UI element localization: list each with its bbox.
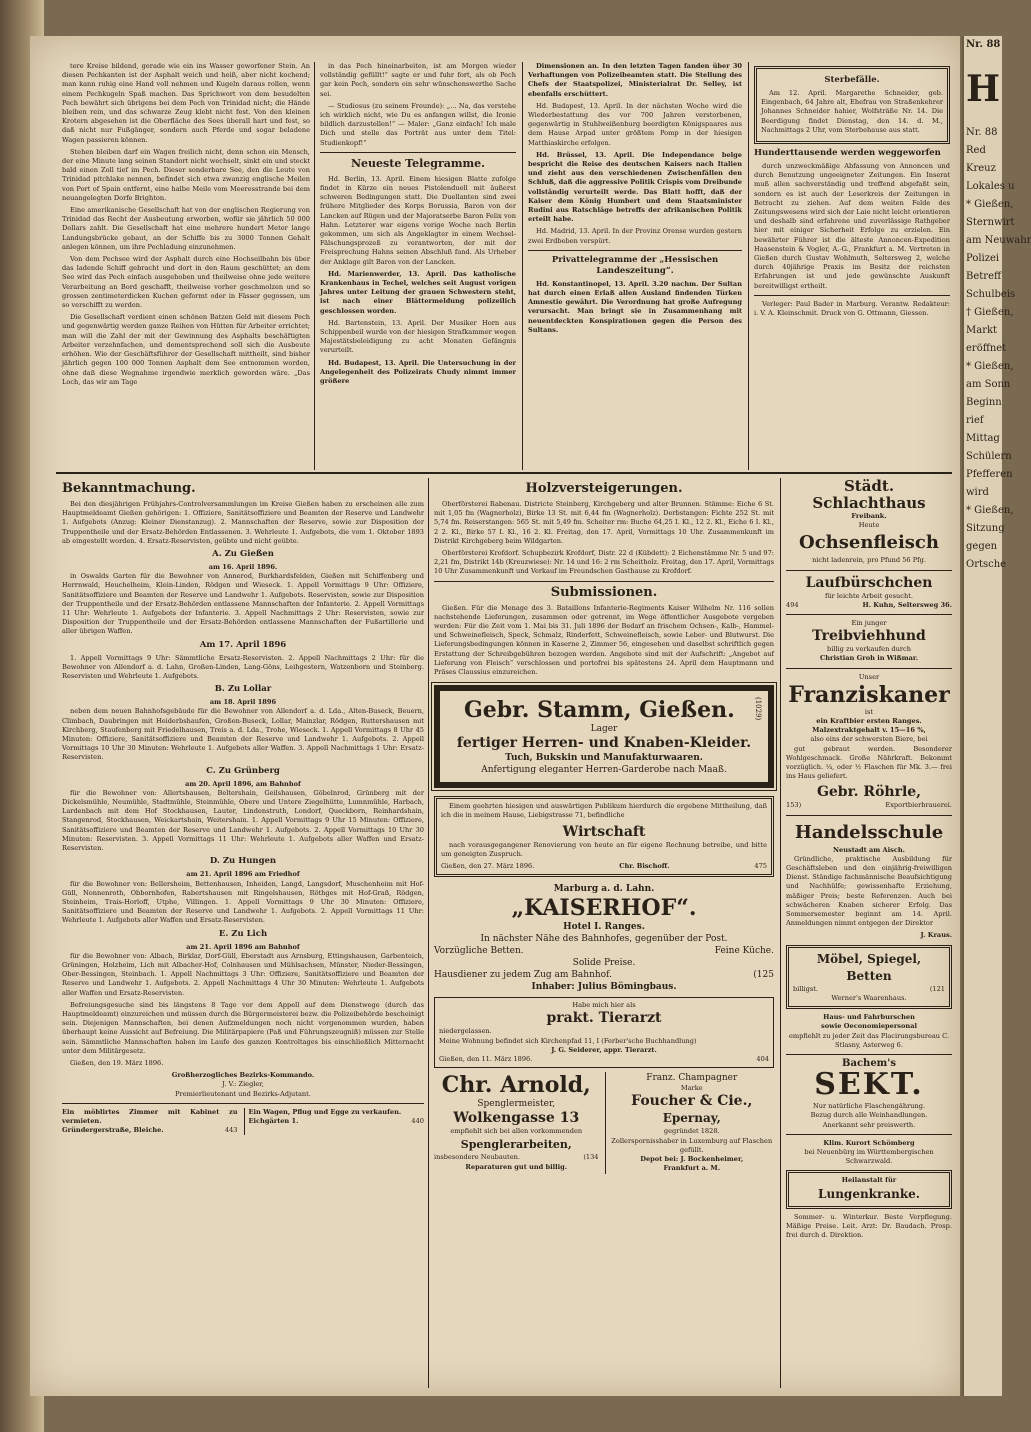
fran-line: Malzextraktgehalt v. 15—16 %, [812,726,926,735]
arnold-number: (134 [583,1153,599,1162]
kurort-line: bei Neuenbürg im Württembergischen Schwarzwald. [804,1147,934,1166]
heil-text: Sommer- u. Winterkur. Beste Verpflegung. Mäßige Preise. Leit. Arzt: Dr. Baudach. Prosp. frei durch d. Direktion. [786,1212,952,1239]
notices-column [754,62,950,321]
telegram-column-2 [528,62,742,338]
column-divider [748,62,749,470]
bischoff-name: Chr. Bischoff. [619,862,670,871]
adjacent-page-line: rief [966,415,984,426]
small-ad-address: Eichgärten 1. [248,1116,299,1125]
kaiserhof-owner: Inhaber: Julius Bömingbaus. [531,982,677,993]
section-date: am 21. April 1896 am Friedhof [186,870,300,879]
sekt-line: Bezug durch alle Weinhandlungen. [810,1111,928,1120]
telegram: Hd. Brüssel, 13. April. Die Independance belge bespricht die Reise des deutschen Kaisers nach Italien und zieht aus den verschiedenen Zwischenfällen den Schluß, daß die aggressive Politik Crispis vom Dreibunde vollständig verurteilt werde. Das Blatt hofft, daß der Kaiser dem König Humbert und dem Staatsminister Rudini aus Ratschläge betreffs der afrikanischen Politik erteilt habe. [528,150,742,224]
arnold-trade: Spenglermeister, [477,1099,556,1110]
handel-text: Gründliche, praktische Ausbildung für Geschäftsleben und den einjährig-freiwilligen Dienst. Ständige fachmännische Beaufsichtigung und Nachhülfe; gewissenhafte Erziehung, mäßiger Preis; beste Referenzen. Auch bei schwächeren Knaben sicherer Erfolg. Das Sommersemester beginnt am 14. April. Anmeldungen nimmt entgegen der Direktor [786,854,952,928]
foucher-line: Zollerspornisshaber in Luxemburg auf Flaschen gefüllt. [611,1136,773,1154]
fran-title: Franziskaner [788,681,950,708]
stamm-name: Gebr. Stamm, Gießen. [464,697,735,724]
foucher-city: Epernay, [662,1111,721,1126]
haus-line: empfiehlt zu jeder Zeit das Placirungsbureau C. Stlasny, Asterweg 6. [788,1031,950,1049]
lauf-title: Laufbürschchen [805,574,933,591]
section-text: für die Bewohner von: Albach, Birklar, Dorf-Güll, Eberstadt aus Arnsburg, Ettingshausen, Garbenteich, Grüningen, Holzheim, Lich mit Albacher-Hof, Colnhausen und Mühlsachsen, Münster, Nieder-Bessingen, Ober-Bessingen, Steinbach. 1. Appell Nachmittags 3 Uhr: Offiziere, Sanitätsoffiziere und Beamten der Reserve und Landwehr 1. Aufgebots. 2. Appell Nachmittags 4 Uhr 30 Minuten: Wehrleute 1. Aufgebots aller Waffen und Ersatz-Reservisten. [62,951,424,997]
foucher-line: Franz. Champagner [646,1073,738,1084]
holz-item: Oberförsterei Krofdorf. Schupbezirk Krofdorf, Distr. 22 d (Kübdett): 2 Eichenstämme Nr. 5 und 97: 2,21 fm, Distrikt 14b (Kreuzwiese): Nr. 14 und 16: 2 rm Scheitholz. Freitag, den 17. April, Vormittags 10 Uhr Zusammenkunft und Verkauf im Freundschen Gasthause zu Krofdorf. [434,549,774,576]
adjacent-page-line: * Gießen, [966,361,1014,372]
stamm-number: (1029) [754,697,762,721]
adjacent-page-line: Polizei [966,253,1000,264]
small-ad [244,1108,425,1136]
foucher-line: Depot bei: J. Bockenheimer, [640,1155,744,1164]
bischoff-intro: Einem geehrten hiesigen und auswärtigen Publikum hierdurch die ergebene Mittheilung, daß ich die in meinem Hause, Liebigstrasse 71, befindliche [441,802,767,820]
kaiserhof-city: Marburg a. d. Lahn. [553,884,655,895]
arnold-ad [434,1072,599,1173]
kaiserhof-ad [434,883,774,993]
kaiserhof-name: „KAISERHOF“. [511,895,697,922]
notice-closing: Befreiungsgesuche sind bis längstens 8 Tage vor dem Appell auf dem Dienstwege (durch das Hauptmeldeamt) einzureichen und müssen durch die Bürgermeisterei bezw. die Polizeibehörde bescheinigt sein. Diejenigen Mannschaften, bei denen Aufzmeldungen noch nicht vorgenommen wurden, haben überhaupt keine Aussicht auf Befreiung. Die Militärpapiere (Paß und Führungszeugniß) müssen zur Stelle sein. Sämmtliche Mannschaften haben im Laufe des ganzen Kontroltages bis einschließlich Mitternacht unter dem Militärgesetz. [62,1000,424,1055]
submission-text: Gießen. Für die Menage des 3. Bataillons Infanterie-Regiments Kaiser Wilhelm Nr. 116 sollen nachstehende Lieferungen, zusammen oder getrennt, im Wege öffentlicher Ausgebote vergeben werden: Für die Zeit vom 1. Mai bis 31. Juli 1896 der Bedarf an frischem Ochsen-, Kalb-, Hammel- und Schweinefleisch, Speck, Schmalz, Rinderfett, Schweinefleisch, sowie Leber- und Blutwurst. Die Lieferungsbedingungen können in Kaserne 2, Zimmer 56, eingesehen und daselbst schriftlich gegen Erstattung der Schreibgebühren bezogen werden. Angebote sind mit der Aufschrift: „Angebot auf Lieferung von Fleisch“ verschlossen und portofrei bis spätestens 24. April dem Hauptmann und Präses Claussius einzureichen. [434,603,774,677]
deaths-box [754,66,950,144]
telegram: Hd. Berlin, 13. April. Einem hiesigen Blatte zufolge findet in Kürze ein neues Pistolenduell mit äußerst schweren Bedingungen statt. Die Duellanten sind zwei frühere Mitglieder des Korps Borussia, Baron von der Lancken auf Rügen und der Majoratserbe Baron Felix von Hahn. Letzterer war eigens vorige Woche nach Berlin gekommen, um sich als Angeklagter in einem Wechsel-Fälschungsprozeß zu verantworten, der mit der Freisprechung Hahns seinen Abschluß fand. Als Urheber der Anklage gilt Baron von der Lancken. [320,174,516,266]
small-ad-number: 440 [411,1116,424,1125]
paragraph: Stehen bleiben darf ein Wagen freilich nicht, denn schon ein Mensch, der eine Minute lang seinen Standort nicht wechselt, sinkt ein und steckt bald einen Zoll tief im Pech. Dieser sonderbare See, den die Leute von Trinidad pitchlake nennen, befindet sich etwa zwanzig englische Meilen von Port of Spain entfernt, eine halbe Meile vom Meeresstrande bei dem neuangelegten Dorfe Brighton. [62,147,310,202]
adjacent-page-line: Kreuz [966,163,996,174]
bischoff-title: Wirtschaft [562,823,646,840]
fran-number: 153) [786,801,802,810]
treib-line: Christian Groh in Wißmar. [819,654,919,663]
fran-brewer: Gebr. Röhrle, [816,784,922,801]
telegram: Hd. Budapest, 13. April. In der nächsten Woche wird die Wiederbestattung des vor 700 Jahren verstorbenen, gegenwärtig in Stuhlweißenburg beerdigten Königspaares aus dem Hause Arpad unter größtem Pomp in der hiesigen Matthiaskirche erfolgen. [528,101,742,147]
moebel-number: (121 [929,984,945,993]
section-text: neben dem neuen Bahnhofsgebäude für die Bewohner von Allendorf a. d. Lda., Alten-Buseck, Beuern, Climbach, Daubringen mit Heiderbshaufen, Großen-Buseck, Lollar, Mainzlar, Rödgen, Ruttershausen mit Kirchberg, Staufenberg mit Friedelhausen, Treis a. d. Lda., Trohe, Wieseck. 1. Appell Vormittags 8 Uhr 45 Minuten: Offiziere, Sanitätsoffiziere und Beamten der Reserve und Landwehr 1. Aufgebots. 2. Appell Vormittags 10 Uhr 30 Minuten: Wehrleute 1. Aufgebots aller Waffen. 3. Appell Nachmittags 1 Uhr: Ersatz-Reservisten. [62,707,424,762]
adjacent-page-line: eröffnet [966,343,1007,354]
notice-signature: J. V.: Ziegler, [222,1080,264,1089]
column-divider [314,62,315,470]
paragraph: in das Pech hineinarbeiten, ist am Morgen wieder vollständig gefüllt!“ sagte er und fuhr fort, als ob Pech gar kein Pech, sondern ein sehr wünschenswerthe Sache sei. [320,62,516,98]
arnold-line: Reparaturen gut und billig. [465,1162,568,1171]
bischoff-ad [434,796,774,877]
telegram: Hd. Konstantinopel, 13. April. 3.20 nachm. Der Sultan hat durch einen Erlaß allen Ausland findenden Türken Amnestie gewährt. Die Verordnung hat große Aufregung verursacht. Man bringt sie in Zusammenhang mit neuentdeckten Konspirationen gegen die Person des Sultans. [528,279,742,334]
holz-heading: Holzversteigerungen. [525,481,683,496]
telegrams-heading: Neueste Telegramme. [351,156,485,170]
telegram: Dimensionen an. In den letzten Tagen fanden über 30 Verhaftungen von Polizeibeamten statt. Die Stellung des Chefs der Staatspolizei, Ministerialrat Dr. Selley, ist ebenfalls erschüttert. [528,62,742,98]
adjacent-page-line: Red [966,145,986,156]
adjacent-page-line: Pfefferen [966,469,1013,480]
adjacent-page [962,36,1031,1396]
divider [320,152,516,153]
fran-line: also eins der schwersten Biere, bei [810,735,928,744]
telegram-column [320,62,516,389]
arnold-line: empfiehlt sich bei allen vorkommenden [450,1127,583,1136]
adjacent-page-line: * Gießen, [966,505,1014,516]
section-text: in Oswalds Garten für die Bewohner von Annerod, Burkhardsfelden, Gießen mit Schiffenberg und Herrnwald, Heuchelheim, Klein-Linden, Rödgen und Wieseck. 1. Appell Vormittags 9 Uhr: Offiziere, Sanitätsoffiziere und Beamten der Reserve und Landwehr 1. Aufgebots. Reservisten, sowie zur Disposition der Truppentheile und der Ersatz-Behörden entlassene Mannschaften der Infanterie. 2. Appell Vormittags 11 Uhr: Wehrleute 1. Aufgebots der Infanterie. 3. Appell Nachmittags 2 Uhr: Reservisten, sowie zur Disposition der Truppentheile und der Ersatz-Behörden entlassene Mannschaften der Fußartillerie und aller übrigen Waffen. [62,572,424,636]
bottom-ads-row [434,1072,774,1173]
paragraph: tere Kreise bildend, gerade wie ein ins Wasser geworfener Stein. An diesen Pechkanten ist der Asphalt weich und heiß, aber nicht kochend; man kann ruhig eine Hand voll nehmen und Kugeln daraus rollen, wenn einem Pechkugeln Spaß machen. Das Sprichwort von dem besudelten Pech bewährt sich übrigens bei dem Pech von Trinidad nicht; die Hände bleiben rein, und das schwarze Zeug klebt nicht fest. Von den kleinen Krotern abgesehen ist die Oberfläche des Sees überall hart und fest, so daß nicht nur Fußgänger, sondern auch Pferde und sogar beladene Wagen passieren können. [62,62,310,144]
tierarzt-number: 404 [756,1055,769,1064]
agency-text: durch unzweckmäßige Abfassung von Annoncen und durch Benutzung ungeeigneter Zeitungen. Ein Inserat muß allen sachverständig und treffend abgefaßt sein, sondern es ist auch der Leserkreis der Zeitungen in Betracht zu ziehen. Auf dem weiten Felde des Zeitungswesens wird sich der Laie nicht leicht orientieren und deshalb sind erfahrene und zuverlässige Rathgeber hier mit einiger Sicherheit Erfolge zu erzielen. Ein bewährter Führer ist die älteste Annoncen-Expedition Haasenstein & Vogler, A.-G., Frankfurt a. M. Vertreten in Gießen durch Gustav Wohlmuth, Seltersweg 2, welche durch 40jährige Praxis im Besitz der reichsten Erfahrungen ist und jede gewünschte Auskunft bereitwilligst ertheilt. [754,162,950,290]
stamm-lager: Lager [590,724,618,735]
adjacent-page-masthead: H [966,68,1001,110]
column-divider [780,478,781,1388]
moebel-line: Werner's Waarenhaus. [831,993,907,1002]
adjacent-page-line: Betreff [966,271,1002,282]
holz-item: Oberförsterei Rabenau. Districte Steinberg, Kirchgeberg und alter Brunnen. Stämme: Eiche 6 St. mit 1,05 fm (Wagnerholz), Birke 13 St. mit 6,44 fm (Wagnerholz). Derbstangen: Fichte 252 St. mit 5,74 fm. Reiserstangen: 565 St. mit 5,49 fm. Scheiter rm: Buche 64,25 I. Kl., 12 2. Kl., Eiche 6 I. Kl., 2 2. Kl., Birke 57 I. Kl., 16 2. Kl. Freitag, den 17. April, Vormittags 10 Uhr. Zusammenkunft im Distrikt Kirchgeberg beim Wildgarten. [434,500,774,545]
divider [786,570,952,571]
paragraph: — Studiosus (zu seinem Freunde): „... Na, das verstehe ich wirklich nicht, wie Du es anfangen willst, die Ironie bildlich darzustellen!“ — Maler: „Ganz einfach! Ich male Dich und stelle das Porträt aus unter dem Titel: Studienkopf!“ [320,101,516,147]
kaiserhof-line: Solide Preise. [572,958,636,969]
telegram: Hd. Madrid, 13. April. In der Provinz Orense wurden gestern zwei Erdbeben verspürt. [528,227,742,245]
telegram: Hd. Budapest, 13. April. Die Untersuchung in der Angelegenheit des Polizeirats Chudy nimmt immer größere [320,358,516,386]
deaths-text: Am 12. April. Margarethe Schneider, geb. Eingenbach, 64 Jahre alt, Ehefrau von Straßenkehrer Johannes Schneider hahier, Wolfsträße Nr. 14. Die Beerdigung findet Dienstag, den 14. d. M., Nachmittags 2 Uhr, vom Sterbehause aus statt. [761,89,943,134]
adjacent-page-line: am Neuwahr [966,235,1031,246]
adjacent-page-line: * Gießen, [966,199,1014,210]
lauf-line: für leichte Arbeit gesucht. [825,591,913,600]
schlachthaus-product: Ochsenfleisch [799,532,939,554]
fran-line: Exportbierbrauerei. [885,801,952,810]
article-asphalt-lake [62,62,310,390]
fran-line: ein Kraftbier ersten Ranges. [816,717,922,726]
lauf-line: H. Kuhn, Seltersweg 36. [862,600,952,609]
section-title: A. Zu Gießen [212,549,274,560]
small-ad [62,1108,238,1136]
foucher-ad [605,1072,775,1173]
fran-line: ist [864,707,874,716]
notice-signature: Großherzogliches Bezirks-Kommando. [171,1071,315,1080]
section-date: am 21. April 1896 am Bahnhof [186,942,300,951]
stamm-line: Tuch, Bukskin und Manufakturwaaren. [505,753,703,764]
notice-place-date: Gießen, den 19. März 1896. [70,1058,164,1067]
tierarzt-ad [434,997,774,1068]
fran-text: gut gebraut werden. Besonderer Wohlgeschmack. Große Nährkraft. Bekommt vorzüglich. ¼, oder ½ Flaschen für Mk. 3.— frei ins Haus geliefert. [786,744,952,781]
treib-title: Treibviehhund [812,628,926,645]
divider [434,581,774,582]
kurort-title: Klim. Kurort Schömberg [823,1138,915,1147]
small-ad-text: Ein möblirtes Zimmer mit Kabinet zu vermieten. [62,1107,238,1125]
section-text: für die Bewohner von: Allertshausen, Beltershain, Geilshausen, Göbelnrod, Grünberg mit der Dickelsmühle, Neumühle, Stadtmühle, Steinmühle, Obere und Untere Ziegelhütte, Lumnmühle, Harbach, Lardenbach mit dem Hof Stockhausen, Lauter, Lindenstruth, Londorf, Queckborn, Reinhardshain, Stangenrod, Stockhausen, Weickartshain, Weitershain. 1. Appell Vormittags 9 Uhr 15 Minuten: Offiziere, Sanitätsoffiziere und Beamten der Reserve und Landwehr 1. Aufgebots. 2. Appell Vormittags 10 Uhr 30 Minuten: Reservisten. 3. Appell Vormittags 11 Uhr: Wehrleute 1. Aufgebots aller Waffen und Ersatz-Reservisten. [62,788,424,853]
section-date: am 16. April 1896. [208,563,278,572]
tierarzt-line: niedergelassen. [439,1027,492,1036]
section-date: am 18. April 1896 [209,698,277,707]
tierarzt-line: Meine Wohnung befindet sich Kirchenpfad 11, I (Ferber'sche Buchhandlung) [439,1036,697,1045]
fran-line: Unser [858,672,880,681]
right-ads-column [786,478,952,1243]
divider [786,1054,952,1055]
notice-signature: Premierlieutenant und Bezirks-Adjutant. [175,1089,311,1098]
newspaper-page [30,36,960,1396]
adjacent-page-line: † Gießen, [966,307,1014,318]
arnold-address: Wolkengasse 13 [453,1110,580,1127]
adjacent-page-line: Nr. 88 [966,127,998,138]
moebel-ad [786,945,952,1009]
divider [528,250,742,251]
section-title: B. Zu Lollar [214,684,272,695]
haus-title: Haus- und Fahrburschen [823,1013,915,1022]
heilanstalt-box [786,1170,952,1208]
paragraph: Eine amerikanische Gesellschaft hat von der englischen Regierung von Trinidad das Recht der Ausbeutung erworben, wofür sie jährlich 50 000 Dollars zahlt. Die Gesellschaft hat eine mehrere hundert Meter lange Landungsbrücke gebaut, an der Schiffe bis zu 3000 Tonnen Gehalt anlegen können, um ihre Pechladung einzunehmen. [62,206,310,251]
paragraph: Von dem Pechsee wird der Asphalt durch eine Hochseilbahn bis über das ladende Schiff gebracht und dort in den Raum geschüttet; an dem See wird das Pech einfach ausgehoben und theilweise ohne jede weitere Verarbeitung an Bord geschafft, theilweise vorher geschmolzen und so grossen zentimeterdicken Kuchen geformt oder in Fässer gegossen, um so verschifft zu werden. [62,255,310,310]
handel-director: J. Kraus. [920,931,952,940]
imprint: Verleger: Paul Bader in Marburg. Verantw. Redakteur: i. V. A. Kleinschmit. Druck von G. Ottmann, Giessen. [754,299,950,318]
adjacent-page-line: Markt [966,325,998,336]
divider [786,815,952,816]
foucher-line: Marke [680,1084,703,1093]
arnold-line: Spenglerarbeiten, [460,1138,572,1152]
section-text: 1. Appell Vormittags 9 Uhr: Sämmtliche Ersatz-Reservisten. 2. Appell Nachmittags 2 Uhr: für die Bewohner von Allendorf a. d. Lahn, Großen-Linden, Lang-Göns, Leihgestern, Watzenborn und Steinberg. Reservisten und Wehrleute 1. Aufgebots. [62,653,424,681]
divider [786,614,952,615]
small-ad-text: Ein Wagen, Pflug und Egge zu verkaufen. [248,1107,402,1116]
column-divider [522,62,523,470]
submission-heading: Submissionen. [550,584,658,600]
kaiserhof-number: (125 [753,970,774,981]
paragraph: Die Gesellschaft verdient einen schönen Batzen Geld mit diesem Pech und gegenwärtig werden ganze Reihen von Hütten für Arbeiter errichtet; man will die Zahl der mit der Gewinnung des Asphalts beschäftigten Arbeiter verzehnfachen, und dementsprechend soll sich die Ausbeute erhöhen. Wie der Geschäftsführer der Gesellschaft mittheilt, sind bisher jährlich gegen 100 000 Tonnen Asphalt dem See entnommen worden, ohne daß diese Wegnahme irgendwie merklich geworden wäre. „Das Loch, das wir am Tage [62,313,310,386]
arnold-line: insbesondere Neubauten. [434,1153,520,1162]
adjacent-page-line: gegen [966,541,998,552]
moebel-line: billigst. [793,984,819,993]
foucher-line: gegründet 1828. [663,1127,720,1136]
treib-line: billig zu verkaufen durch [827,645,911,654]
auctions-and-ads [434,478,774,1174]
section-divider [56,472,952,474]
section-title: C. Zu Grünberg [206,765,280,776]
kaiserhof-line: In nächster Nähe des Bahnhofes, gegenüber der Post. [480,934,728,945]
tierarzt-place: Gießen, den 11. März 1896. [439,1055,533,1064]
foucher-name: Foucher & Cie., [631,1093,753,1110]
section-title: Am 17. April 1896 [199,639,287,650]
kaiserhof-line: Hausdiener zu jedem Zug am Bahnhof. [434,970,612,981]
haus-line: sowie Oeconomiepersonal [821,1022,917,1031]
treib-line: Ein junger [851,619,887,628]
adjacent-page-line: Sitzung [966,523,1005,534]
adjacent-page-line: Sternwirt [966,217,1015,228]
heil-title: Lungenkranke. [818,1186,920,1201]
adjacent-page-line: Lokales u [966,181,1015,192]
stamm-line: fertiger Herren- und Knaben-Kleider. [456,735,752,752]
column-divider [428,478,429,1388]
tierarzt-title: prakt. Tierarzt [546,1010,662,1027]
adjacent-page-lines [964,124,1031,574]
tierarzt-line: Habe mich hier als [572,1001,636,1010]
notice-heading: Bekanntmachung. [62,481,196,496]
notice-intro: Bei den diesjährigen Frühjahrs-Controlversammlungen im Kreise Gießen haben zu erscheinen alle zum Hauptmeldeamt Gießen gehörigen: 1. Offiziere, Sanitätsoffiziere und Beamten der Reserve und Landwehr 1. Aufgebots (Anzug: Kleiner Dienstanzug). 2. Mannschaften der Reserve, sowie zur Disposition der Truppentheile und der Ersatz-Behörden Entlassenen. 3. Wehrleute 1. Aufgebots, die vom 1. Oktober 1893 ab eingestellt worden. 4. Ersatz-Reservisten, geübte und nicht geübte. [62,500,424,545]
kaiserhof-line: Feine Küche. [714,946,774,957]
sekt-brand: Bachem's [842,1057,896,1069]
telegram: Hd. Marienwerder, 13. April. Das katholische Krankenhaus in Techel, welches seit August vorigen Jahres unter Leitung der grauen Schwestern steht, ist nach einer Blättermeldung polizeilich geschlossen worden. [320,269,516,315]
deaths-heading: Sterbefälle. [824,75,880,85]
adjacent-page-line: am Sonn [966,379,1011,390]
moebel-title: Möbel, Spiegel, Betten [816,951,922,983]
section-text: für die Bewohner von: Bellersheim, Bettenhausen, Inheiden, Langd, Langsdorf, Muschenheim mit Hof-Güll, Nonnenroth, Obbornhofen, Rabertshausen mit Ringelshausen, Röthges mit Hof-Graß, Rödgen, Steinheim, Trais-Horloff, Utphe, Villingen. 1. Appell Vormittags 9 Uhr 30 Minuten: Offiziere, Sanitätsoffiziere und Beamten der Reserve und Landwehr 1. Aufgebots. 2. Appell Vormittags 11 Uhr: Wehrleute 1. Aufgebots aller Waffen und Ersatz-Reservisten. [62,879,424,925]
adjacent-page-line: Ortsche [966,559,1007,570]
sekt-title: SEKT. [814,1067,924,1103]
bischoff-text: nach vorausgegangener Renovierung von heute an für eigene Rechnung betreibe, und bitte um geneigten Zuspruch. [441,840,767,858]
handel-title: Handelsschule [794,821,944,843]
adjacent-page-number: Nr. 88 [966,39,1001,50]
foucher-line: Frankfurt a. M. [663,1164,721,1173]
lauf-number: 494 [786,600,799,609]
stamm-ad [434,685,774,788]
kaiserhof-sub: Hotel I. Ranges. [563,922,645,933]
telegram: Hd. Bartenstein, 13. April. Der Musiker Horn aus Schippenbeil wurde von der hiesigen Strafkammer wegen Majestätsbeleidigung zu acht Monaten Gefängnis verurteilt. [320,318,516,355]
stamm-line: Anfertigung eleganter Herren-Garderobe nach Maaß. [481,765,727,776]
adjacent-page-line: Schulbeis [966,289,1016,300]
divider [754,295,950,296]
adjacent-page-line: wird [966,487,989,498]
schlachthaus-line: Freibank. [851,512,887,520]
divider [786,1134,952,1135]
bischoff-number: 475 [754,862,767,871]
sekt-line: Nur natürliche Flaschengährung. [812,1102,926,1111]
tierarzt-name: J. G. Seiderer, appr. Tierarzt. [551,1045,657,1054]
schlachthaus-line: Heute [858,521,880,530]
handel-place: Neustadt am Aisch. [833,845,905,854]
section-title: D. Zu Hungen [209,856,277,867]
adjacent-page-line: Mittag [966,433,1000,444]
divider [62,1103,424,1104]
arnold-name: Chr. Arnold, [441,1072,591,1099]
sekt-line: Anerkannt sehr preiswerth. [822,1120,916,1129]
schlachthaus-price: nicht ladenrein, pro Pfund 56 Pfg. [812,556,926,565]
section-date: am 20. April 1896, am Bahnhof [185,779,301,788]
military-notice [62,478,424,1135]
adjacent-page-line: Schülern [966,451,1012,462]
section-title: E. Zu Lich [218,928,268,939]
bischoff-place: Gießen, den 27. März 1896. [441,862,535,871]
small-ad-address: Gründergerstraße, Bleiche. [62,1126,164,1135]
small-ad-number: 443 [224,1126,238,1135]
schlachthaus-title: Städt. Schlachthaus [812,477,926,512]
private-telegrams-heading: Privattelegramme der „Hessischen Landeszeitung“. [551,254,719,276]
small-ads-row [62,1108,424,1136]
heil-line: Heilanstalt für [841,1176,897,1185]
adjacent-page-line: Beginn [966,397,1002,408]
agency-heading: Hunderttausende werden weggeworfen [754,148,941,159]
kaiserhof-line: Vorzügliche Betten. [434,946,524,957]
divider [786,668,952,669]
